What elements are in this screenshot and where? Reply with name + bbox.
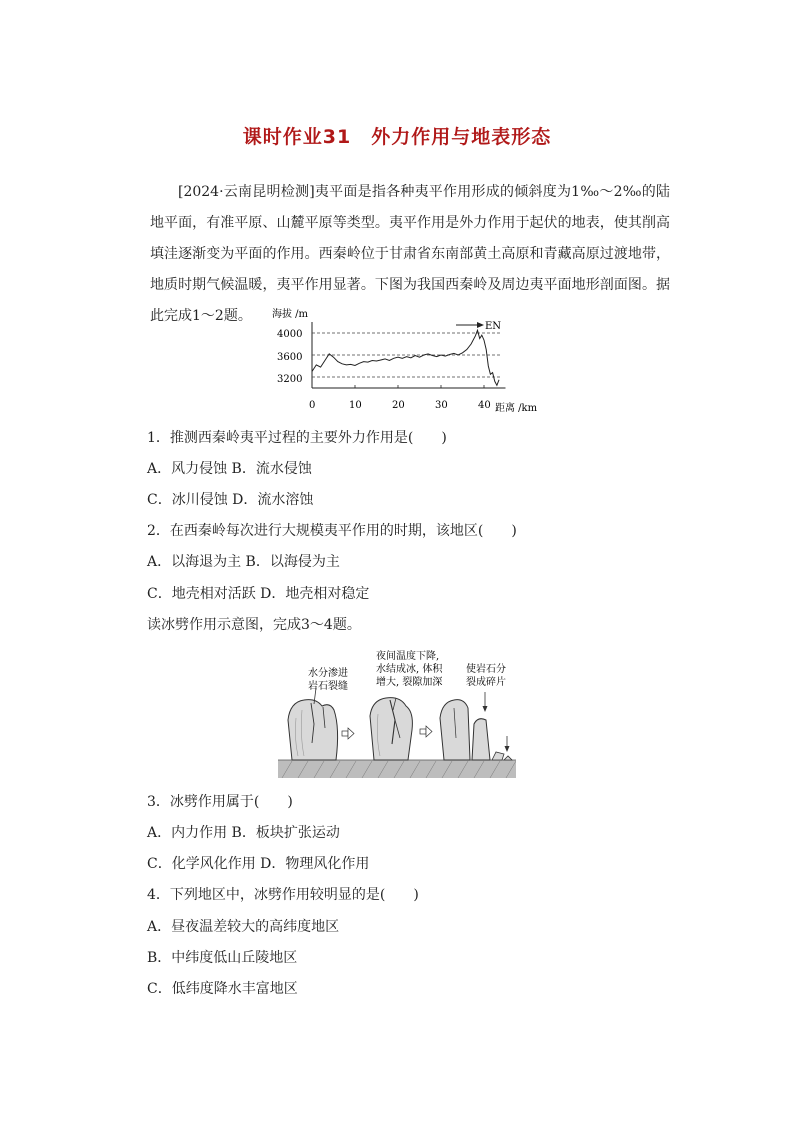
terrain-profile-line bbox=[312, 330, 499, 385]
q2-options-cd: C．地壳相对活跃 D．地壳相对稳定 bbox=[147, 586, 370, 602]
q4-option-c: C．低纬度降水丰富地区 bbox=[147, 981, 298, 997]
q3-options-ab: A．内力作用 B．板块扩张运动 bbox=[147, 825, 340, 841]
intro2: 读冰劈作用示意图，完成3～4题。 bbox=[147, 617, 361, 633]
x-tick-0: 0 bbox=[309, 400, 316, 411]
q3-stem: 3．冰劈作用属于( ) bbox=[147, 794, 293, 810]
x-tick-10: 10 bbox=[349, 400, 362, 411]
label1-line1: 水分渗进 bbox=[308, 668, 348, 679]
q4-option-b: B．中纬度低山丘陵地区 bbox=[147, 950, 298, 966]
label2-line2: 水结成冰, 体积 bbox=[376, 664, 443, 675]
q2-stem: 2．在西秦岭每次进行大规模夷平作用的时期，该地区( ) bbox=[147, 523, 517, 539]
label3-pointer-head-2 bbox=[505, 746, 510, 752]
rock-stage-1 bbox=[288, 700, 338, 760]
x-tick-40: 40 bbox=[478, 400, 491, 411]
rock-stage-2 bbox=[370, 698, 412, 760]
label2-line3: 增大, 裂隙加深 bbox=[376, 677, 443, 688]
label3-pointer-head-1 bbox=[483, 706, 488, 712]
process-arrow-1 bbox=[342, 728, 354, 739]
y-axis-label: 海拔 /m bbox=[272, 309, 309, 320]
y-tick-3600: 3600 bbox=[277, 352, 303, 363]
q2-options-ab: A．以海退为主 B．以海侵为主 bbox=[147, 554, 340, 570]
q4-stem: 4．下列地区中，冰劈作用较明显的是( ) bbox=[147, 887, 419, 903]
label3-line2: 裂成碎片 bbox=[466, 677, 506, 688]
y-tick-4000: 4000 bbox=[277, 329, 303, 340]
process-arrow-2 bbox=[420, 726, 432, 737]
y-tick-3200: 3200 bbox=[277, 374, 303, 385]
rock-stage-3 bbox=[440, 700, 512, 760]
terrain-profile-chart bbox=[270, 304, 550, 416]
q1-options-cd: C．冰川侵蚀 D．流水溶蚀 bbox=[147, 492, 314, 508]
direction-arrow-head bbox=[477, 322, 484, 328]
q1-stem: 1．推测西秦岭夷平过程的主要外力作用是( ) bbox=[147, 430, 447, 446]
x-axis-label: 距离 /km bbox=[495, 403, 538, 414]
label1-line2: 岩石裂缝 bbox=[308, 681, 348, 692]
direction-label: EN bbox=[485, 321, 502, 332]
q1-options-ab: A．风力侵蚀 B．流水侵蚀 bbox=[147, 461, 312, 477]
page-title: 课时作业31 外力作用与地表形态 bbox=[242, 126, 552, 148]
intro-paragraph: [2024·云南昆明检测]夷平面是指各种夷平作用形成的倾斜度为1‰～2‰的陆地平面，有准平原、山麓平原等类型。夷平作用是外力作用于起伏的地表，使其削高填洼逐渐变为平面的作用。西秦岭位于甘肃省东南部黄土高原和青藏高原过渡地带，地质时期气候温暖，夷平作用显著。下图为我国西秦岭及周边夷平面地形剖面图。据此完成1～2题。 bbox=[150, 184, 670, 324]
label3-line1: 使岩石分 bbox=[466, 664, 506, 675]
q4-option-a: A．昼夜温差较大的高纬度地区 bbox=[147, 919, 340, 935]
q3-options-cd: C．化学风化作用 D．物理风化作用 bbox=[147, 856, 370, 872]
terrain-profile-figure bbox=[270, 304, 550, 416]
frost-wedging-figure bbox=[278, 648, 516, 778]
ground bbox=[278, 760, 516, 778]
x-tick-20: 20 bbox=[392, 400, 405, 411]
frost-wedging-illustration bbox=[278, 648, 516, 778]
x-tick-30: 30 bbox=[435, 400, 448, 411]
label2-line1: 夜间温度下降, bbox=[376, 651, 440, 662]
